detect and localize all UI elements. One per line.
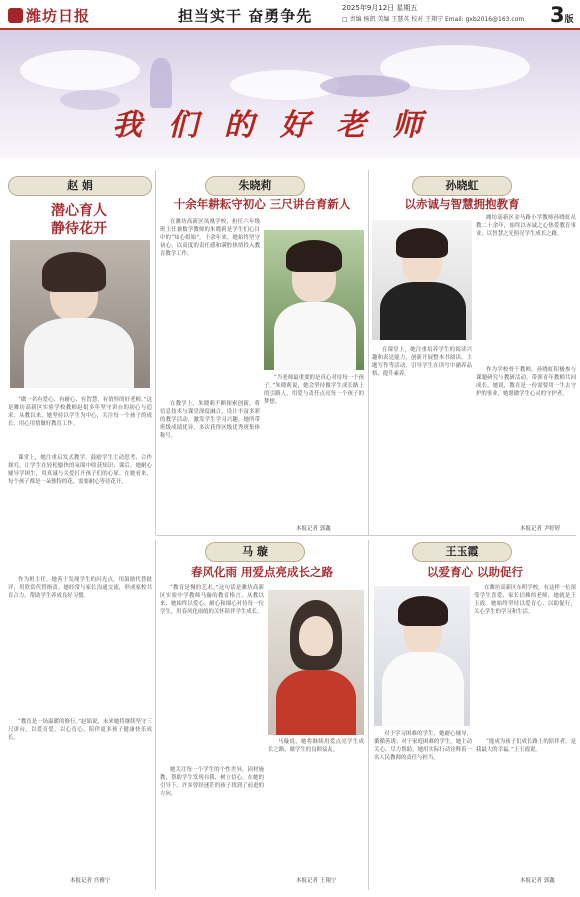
wang-para-3: “能成为孩子们成长路上的陪伴者，是我最大的幸福。”王玉霞说。 bbox=[476, 739, 576, 753]
wang-para-2: 对于学习困难的学生，她耐心辅导、循循善诱；对于家庭困难的学生，她主动关心、尽力帮助。她用实际行动诠释着一名人民教师的责任与担当。 bbox=[374, 731, 472, 761]
zhu-para-1: 在潍坊高新区凤凰学校，担任六年级班主任兼数学教师的朱晓莉是学生们心目中的“知心姐姐”。十余年来，她始终坚守初心，以高度的责任感和满腔热情投入教育教学工作。 bbox=[160, 219, 260, 257]
photo-ma bbox=[268, 590, 364, 735]
zhao-para-3: 作为班主任，她善于发现学生的闪光点，用鼓励代替批评，用欣赏代替指责。她经常与家长沟通交流，形成家校共育合力，帮助学生养成良好习惯。 bbox=[8, 577, 152, 599]
zhu-para-2: 在教学上，朱晓莉不断探索创新，将信息技术与课堂深度融合，设计丰富多彩的教学活动，激发学生学习兴趣。她所带班级成绩优异，多次获得区级优秀班集体称号。 bbox=[160, 401, 260, 439]
photo-zhao bbox=[10, 240, 150, 388]
teacher-name-zhu: 朱晓莉 bbox=[205, 176, 305, 196]
paper-name: 潍坊日报 bbox=[26, 7, 91, 25]
sun-para-2: 在课堂上，她注重培养学生的阅读兴趣和表达能力，创新开展整本书阅读、主题写作等活动，引导学生在读写中涵养品格、提升素养。 bbox=[372, 347, 472, 377]
teacher-name-sun: 孙晓虹 bbox=[412, 176, 512, 196]
banner-title: 我们的好老师 bbox=[112, 108, 448, 143]
teacher-name-zhao: 赵 娟 bbox=[8, 176, 152, 196]
author-ma: 本报记者 王翔宁 bbox=[296, 878, 337, 884]
headline-sun: 以赤诚与智慧拥抱教育 bbox=[404, 197, 520, 211]
photo-sun bbox=[372, 220, 472, 340]
ma-para-1: “教育是慢的艺术。”这句话是潍坊高新区实验中学教师马璇的教育格言。从教以来，她始终以爱心、耐心和细心对待每一位学生，用春风化雨般的关怀陪伴学生成长。 bbox=[160, 585, 264, 615]
sun-para-3: 作为学校骨干教师，孙晓虹积极参与课题研究与教研活动，带领青年教师共同成长。她说，教育是一份需要用一生去守护的事业，她愿做学生心灵的守护者。 bbox=[476, 367, 576, 397]
photo-wang bbox=[374, 586, 470, 726]
ma-para-2: 她关注每一个学生的个性差异，因材施教，帮助学生发现自我、树立信心。在她的引导下，许多曾经迷茫的孩子找到了前进的方向。 bbox=[160, 767, 264, 797]
author-wang: 本报记者 郭鑫 bbox=[520, 878, 555, 884]
zhao-para-1: “做一名有爱心、有耐心，有智慧，有情怀的好老师。”这是潍坊高新区实验学校教师赵娟多年坚守讲台的初心与追求。从教以来，她坚持以学生为中心，关注每一个孩子的成长，用心用情做好教育工作。 bbox=[8, 397, 152, 427]
page-number: 3版 bbox=[550, 3, 574, 27]
headline-zhao-1: 潜心育人 bbox=[51, 203, 107, 219]
editor-credits: □ 责编 杨凯 美编 王慧英 校对 王翔宁 Email: gxb2016@163.com bbox=[342, 16, 525, 23]
headline-wang: 以爱育心 以助促行 bbox=[426, 565, 523, 579]
teacher-name-ma: 马 璇 bbox=[205, 542, 305, 562]
issue-date: 2025年9月12日 星期五 bbox=[342, 4, 418, 12]
zhao-para-2: 课堂上，她注重启发式教学，鼓励学生主动思考、合作探究，让学生在轻松愉快的氛围中收获知识；课后，她耐心辅导学困生，用真诚与关爱打开孩子们的心扉。在她看来，每个孩子都是一朵独特的花，需要耐心等待花开。 bbox=[8, 455, 152, 485]
headline-zhao-2: 静待花开 bbox=[51, 221, 107, 237]
author-sun: 本报记者 尹婷婷 bbox=[520, 526, 561, 532]
page-slogan: 担当实干 奋勇争先 bbox=[178, 7, 313, 25]
photo-zhu bbox=[264, 230, 364, 370]
headline-ma: 春风化雨 用爱点亮成长之路 bbox=[190, 565, 333, 579]
headline-zhu: 十余年耕耘守初心 三尺讲台育新人 bbox=[173, 197, 351, 211]
teacher-name-wang: 王玉霞 bbox=[412, 542, 512, 562]
wang-para-1: 在潍坊高新区东明学校，有这样一位深受学生喜爱、家长信赖的老师，她就是王玉霞。她始终坚持以爱育心、以助促行，关心学生的学习和生活。 bbox=[474, 585, 576, 615]
paper-logo bbox=[8, 5, 90, 26]
zhao-para-4: “教育是一场温暖的修行。”赵娟说，未来她将继续坚守三尺讲台，以爱育爱，以心育心，陪伴更多孩子健康快乐成长。 bbox=[8, 719, 152, 741]
masthead bbox=[0, 0, 580, 30]
logo-icon bbox=[8, 8, 23, 23]
zhu-para-3: “当老师最重要的是真心对待每一个孩子。”朱晓莉说，她会坚持做学生成长路上的引路人，用爱与责任点亮每一个孩子的梦想。 bbox=[264, 375, 364, 405]
author-zhu: 本报记者 郭鑫 bbox=[296, 526, 331, 532]
author-zhao: 本报记者 宫雅宁 bbox=[70, 878, 111, 884]
sun-para-1: 潍坊高新区金马路小学教师孙晓虹从教二十余年，始终以赤诚之心热爱教育事业，以智慧之光照亮学生成长之路。 bbox=[476, 215, 576, 237]
ma-para-3: 马璇说，她将继续用爱点亮学生成长之路，做学生的良师益友。 bbox=[268, 739, 364, 753]
